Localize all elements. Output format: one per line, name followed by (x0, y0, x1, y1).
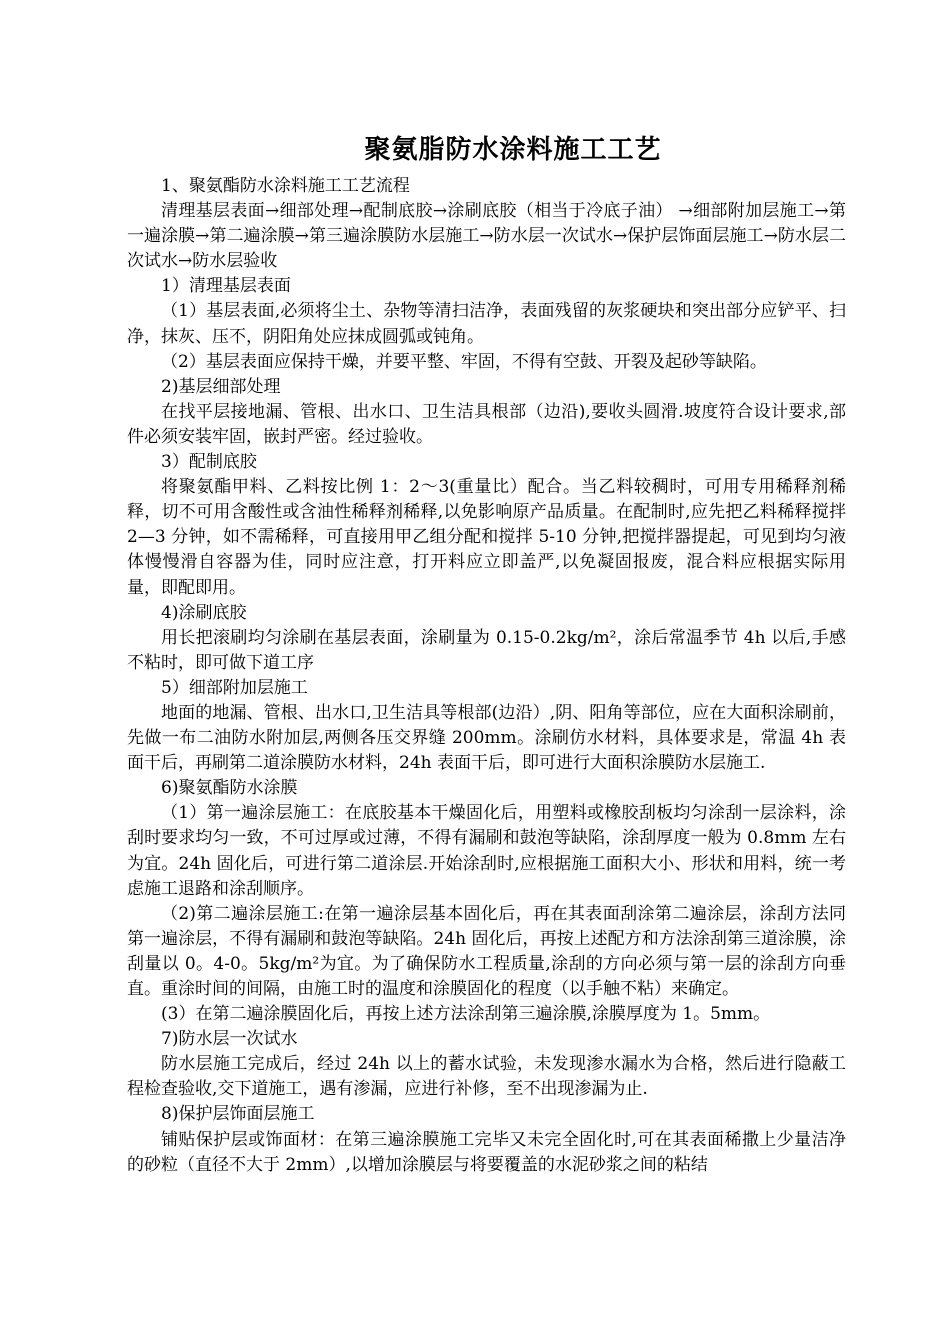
paragraph-second-coat: （2)第二遍涂层施工:在第一遍涂层基本固化后，再在其表面刮涂第二遍涂层，涂刮方法同第一遍涂层，不得有漏刷和鼓泡等缺陷。24h 固化后，再按上述配方和方法涂刮第三道涂膜，涂刮量以 0。4-0。5kg/m²为宜。为了确保防水工程质量,涂刮的方向必须与第一层的涂刮方向垂直。重涂时间的间隔，由施工时的温度和涂膜固化的程度（以手触不粘）来确定。 (127, 903, 846, 999)
subheading-apply-primer: 4)涂刷底胶 (161, 602, 247, 623)
subheading-protective-layer: 8)保护层饰面层施工 (161, 1104, 315, 1125)
paragraph-detail-layer: 地面的地漏、管根、出水口,卫生洁具等根部(边沿）,阴、阳角等部位，应在大面积涂刷前，先做一布二油防水附加层,两侧各压交界缝 200mm。涂刷仿水材料，具体要求是，常温 4h 表面干后，再刷第二道涂膜防水材料，24h 表面干后，即可进行大面积涂膜防水层施工. (127, 702, 846, 774)
subheading-detail-treatment: 2)基层细部处理 (161, 376, 281, 397)
document-body (127, 174, 846, 1178)
paragraph-process-flow: 清理基层表面→细部处理→配制底胶→涂刷底胶（相当于冷底子油） →细部附加层施工→第一遍涂膜→第二遍涂膜→第三遍涂膜防水层施工→防水层一次试水→保护层饰面层施工→防水层二次试水→防水层验收 (127, 201, 846, 272)
paragraph-clean-base-1: （1）基层表面,必须将尘土、杂物等清扫洁净，表面残留的灰浆硬块和突出部分应铲平、扫净，抹灰、压不，阴阳角处应抹成圆弧或钝角。 (127, 301, 846, 347)
paragraph-detail-treatment: 在找平层接地漏、管根、出水口、卫生洁具根部（边沿),要收头圆滑.坡度符合设计要求,部件必须安装牢固，嵌封严密。经过验收。 (127, 401, 846, 447)
paragraph-apply-primer: 用长把滚刷均匀涂刷在基层表面，涂刷量为 0.15-0.2kg/m²，涂后常温季节 4h 以后,手感不粘时，即可做下道工序 (127, 627, 846, 673)
document-title: 聚氨脂防水涂料施工工艺 (364, 135, 662, 165)
subheading-first-water-test: 7)防水层一次试水 (161, 1029, 298, 1050)
subheading-polyurethane-film: 6)聚氨酯防水涂膜 (161, 778, 298, 799)
subheading-clean-base: 1）清理基层表面 (161, 276, 291, 297)
paragraph-first-coat: （1）第一遍涂层施工：在底胶基本干燥固化后，用塑料或橡胶刮板均匀涂刮一层涂料，涂刮时要求均匀一致，不可过厚或过薄，不得有漏刷和鼓泡等缺陷，涂刮厚度一般为 0.8mm 左右为宜。24h 固化后，可进行第二道涂层.开始涂刮时,应根据施工面积大小、形状和用料，统一考虑施工退路和涂刮顺序。 (127, 803, 846, 899)
subheading-prepare-primer: 3）配制底胶 (161, 452, 257, 473)
paragraph-clean-base-2: （2）基层表面应保持干燥，并要平整、牢固，不得有空鼓、开裂及起砂等缺陷。 (161, 351, 767, 372)
paragraph-prepare-primer: 将聚氨酯甲料、乙料按比例 1：2～3(重量比）配合。当乙料较稠时，可用专用稀释剂稀释，切不可用含酸性或含油性稀释剂稀释,以免影响原产品质量。在配制时,应先把乙料稀释搅拌 2—3 分钟，如不需稀释，可直接用甲乙组分配和搅拌 5-10 分钟,把搅拌器提起，可见到均匀液体慢慢滑自容器为佳，同时应注意，打开料应立即盖严,以免凝固报废，混合料应根据实际用量，即配即用。 (127, 477, 846, 598)
subheading-detail-layer: 5）细部附加层施工 (161, 677, 308, 698)
paragraph-first-water-test: 防水层施工完成后，经过 24h 以上的蓄水试验，未发现渗水漏水为合格，然后进行隐蔽工程检查验收,交下道施工，遇有渗漏，应进行补修，至不出现渗漏为止. (127, 1054, 846, 1100)
paragraph-third-coat: (3）在第二遍涂膜固化后，再按上述方法涂刮第三遍涂膜,涂膜厚度为 1。5mm。 (161, 1004, 771, 1025)
paragraph-protective-layer: 铺贴保护层或饰面材：在第三遍涂膜施工完毕又未完全固化时,可在其表面稀撒上少量洁净的砂粒（直径不大于 2mm）,以增加涂膜层与将要覆盖的水泥砂浆之间的粘结 (127, 1129, 846, 1175)
section-heading-process: 1、聚氨酯防水涂料施工工艺流程 (161, 176, 410, 196)
